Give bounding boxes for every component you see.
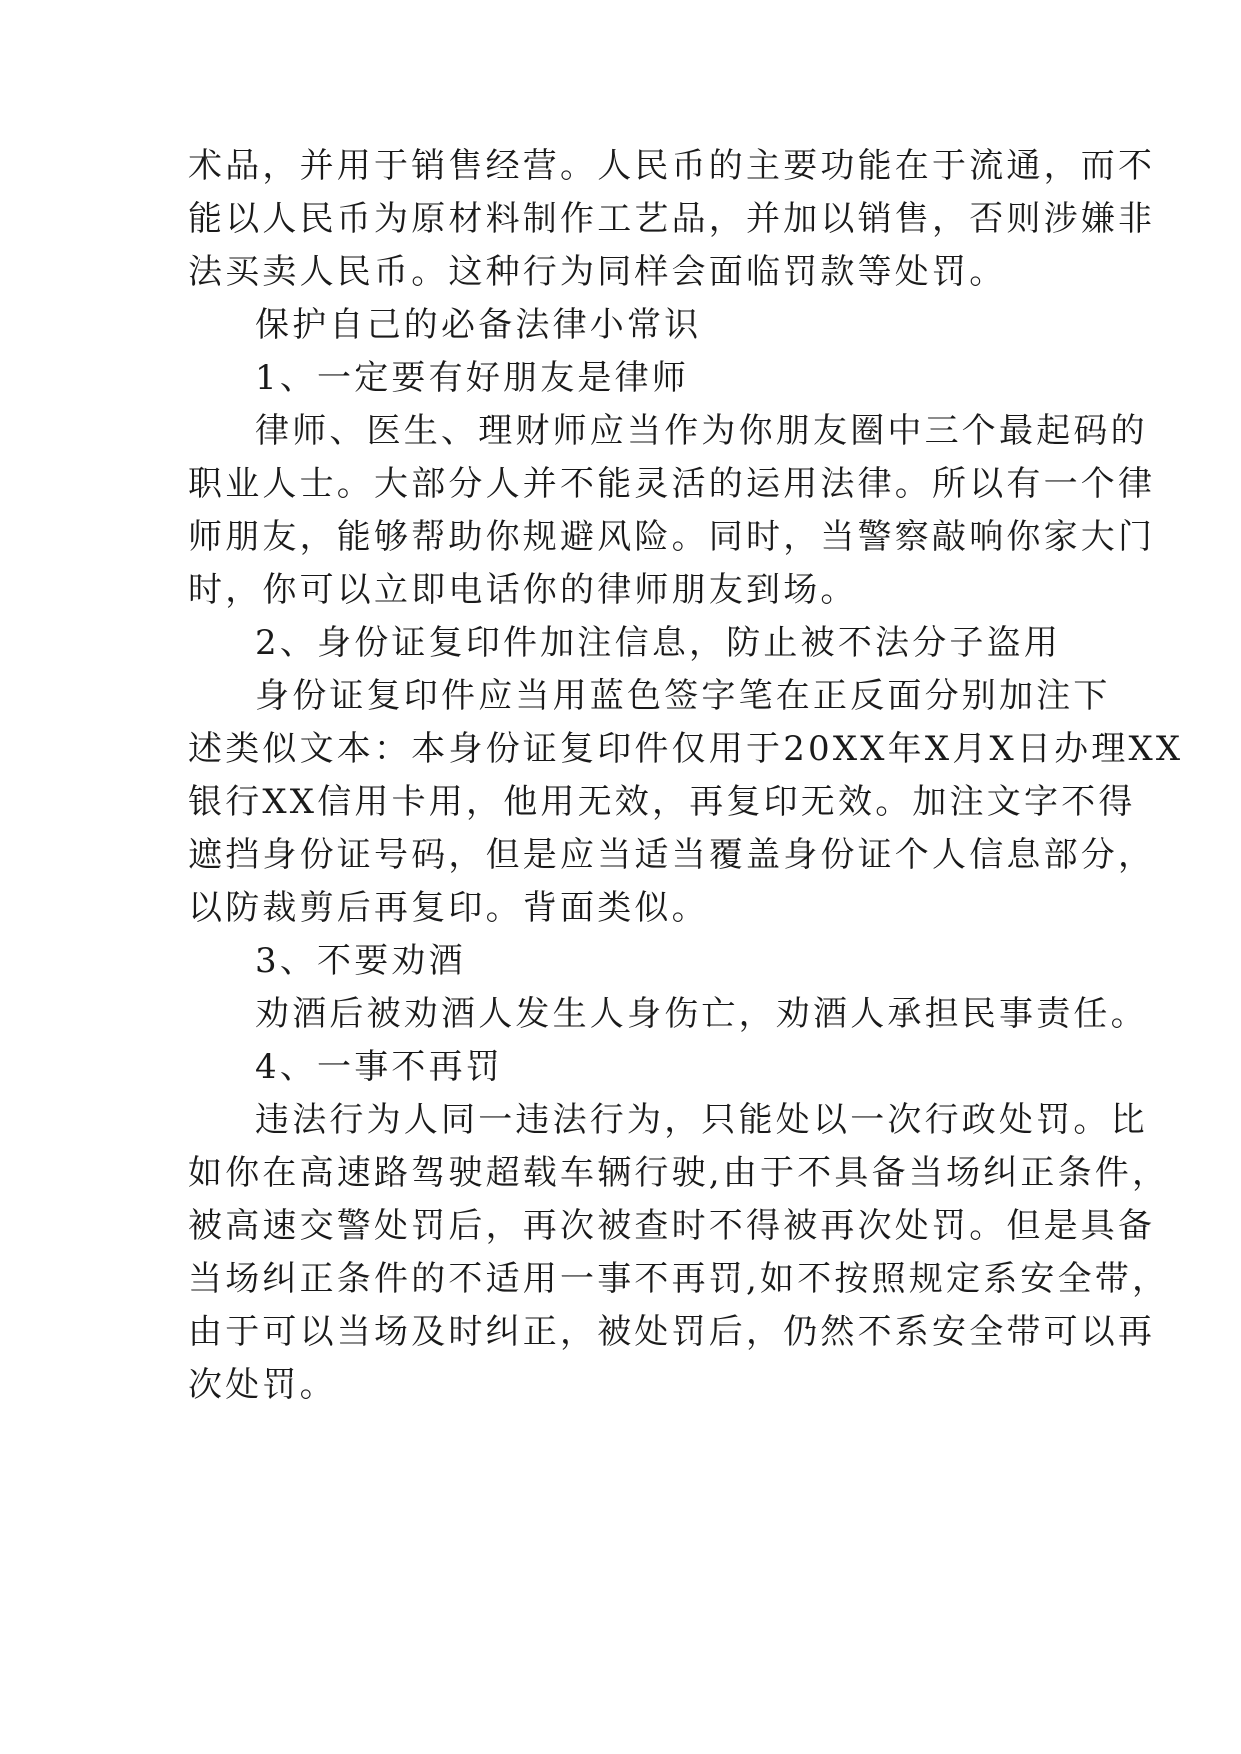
text-line: 能以人民币为原材料制作工艺品，并加以销售，否则涉嫌非	[188, 199, 1156, 239]
text-line: 被高速交警处罚后，再次被查时不得被再次处罚。但是具备	[188, 1206, 1156, 1246]
text-line: 当场纠正条件的不适用一事不再罚,如不按照规定系安全带，	[188, 1259, 1170, 1299]
text-line: 劝酒后被劝酒人发生人身伤亡，劝酒人承担民事责任。	[255, 994, 1148, 1034]
text-line: 身份证复印件应当用蓝色签字笔在正反面分别加注下	[255, 676, 1111, 716]
section-heading: 保护自己的必备法律小常识	[255, 305, 702, 345]
text-line: 如你在高速路驾驶超载车辆行驶,由于不具备当场纠正条件，	[188, 1153, 1170, 1193]
text-line: 违法行为人同一违法行为，只能处以一次行政处罚。比	[255, 1100, 1148, 1140]
item-heading: 1、一定要有好朋友是律师	[255, 358, 690, 398]
text-line: 时，你可以立即电话你的律师朋友到场。	[188, 570, 858, 610]
text-line: 法买卖人民币。这种行为同样会面临罚款等处罚。	[188, 252, 1007, 292]
text-line: 律师、医生、理财师应当作为你朋友圈中三个最起码的	[255, 411, 1148, 451]
item-heading: 3、不要劝酒	[255, 941, 466, 981]
item-heading: 4、一事不再罚	[255, 1047, 504, 1087]
text-line: 师朋友，能够帮助你规避风险。同时，当警察敲响你家大门	[188, 517, 1156, 557]
text-line: 次处罚。	[188, 1365, 337, 1405]
item-heading: 2、身份证复印件加注信息，防止被不法分子盗用	[255, 623, 1062, 663]
text-line: 职业人士。大部分人并不能灵活的运用法律。所以有一个律	[188, 464, 1156, 504]
text-line: 由于可以当场及时纠正，被处罚后，仍然不系安全带可以再	[188, 1312, 1156, 1352]
text-line: 遮挡身份证号码，但是应当适当覆盖身份证个人信息部分，	[188, 835, 1156, 875]
text-line: 术品，并用于销售经营。人民币的主要功能在于流通，而不	[188, 146, 1156, 186]
text-line: 以防裁剪后再复印。背面类似。	[188, 888, 709, 928]
text-line: 述类似文本：本身份证复印件仅用于20XX年X月X日办理XX	[188, 729, 1184, 769]
text-line: 银行XX信用卡用，他用无效，再复印无效。加注文字不得	[188, 782, 1136, 822]
